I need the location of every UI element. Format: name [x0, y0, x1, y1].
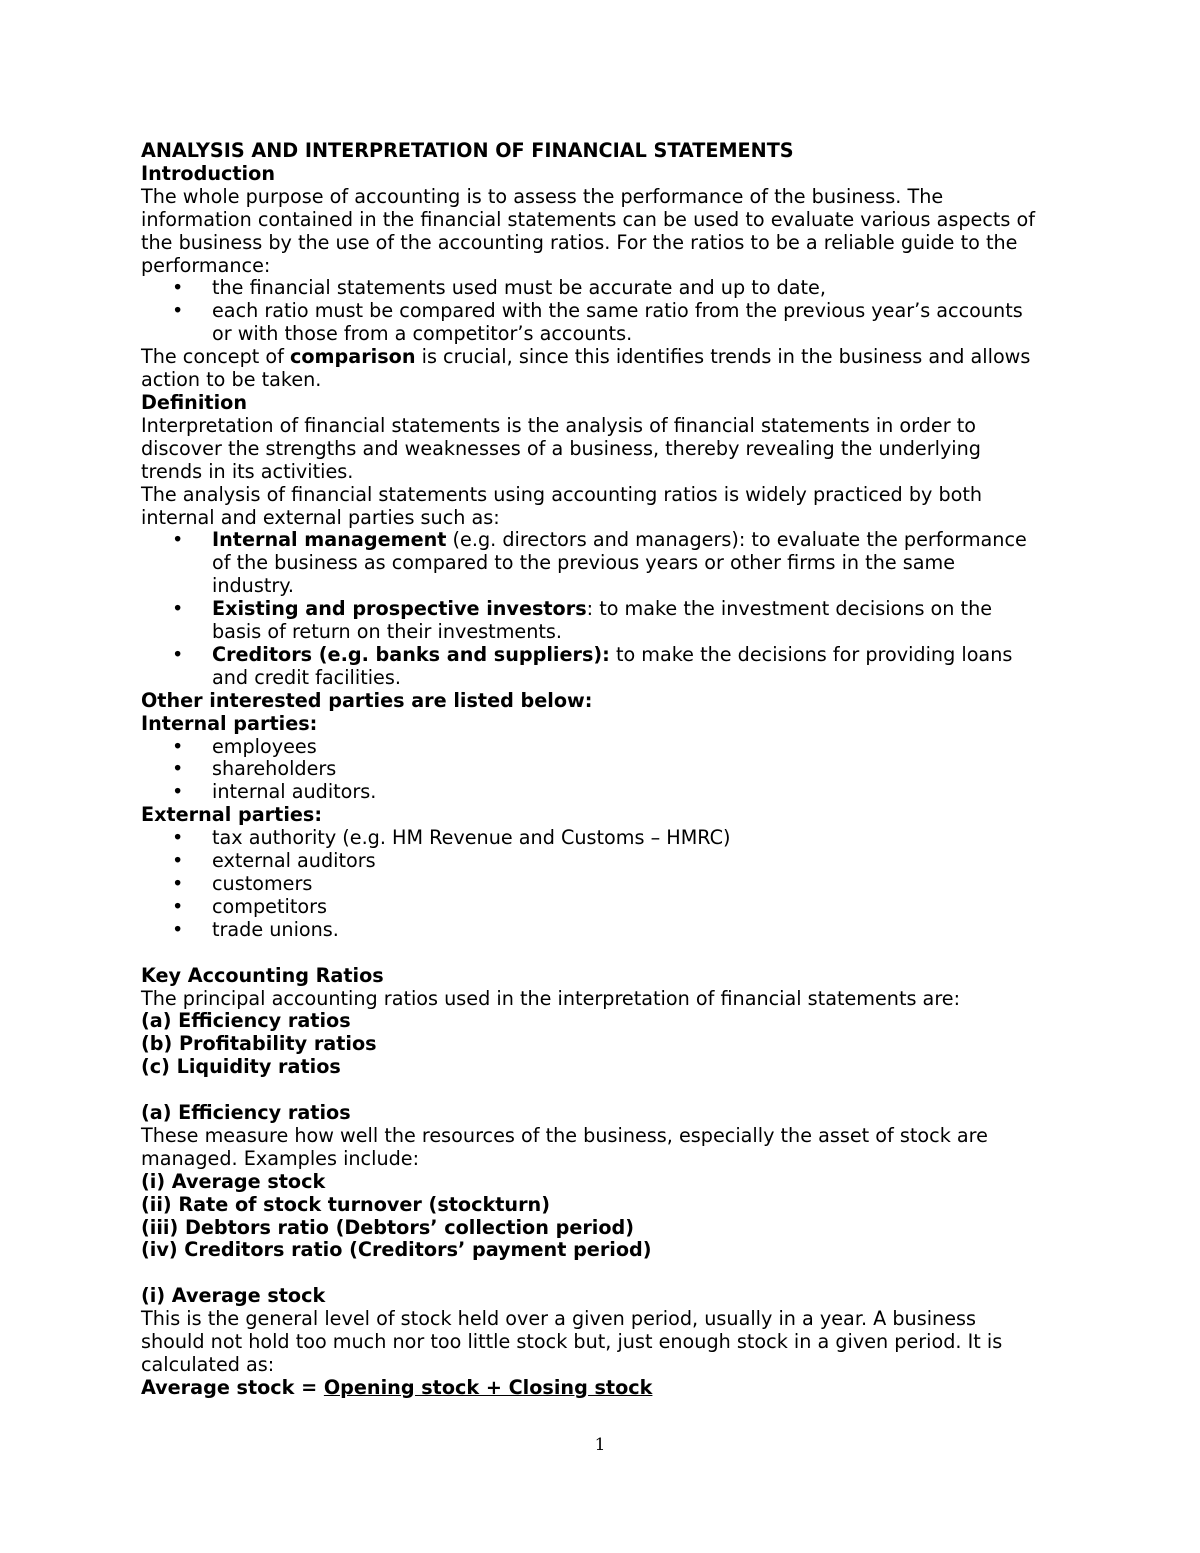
- list-item: [141, 736, 1066, 759]
- list-item: [141, 919, 1066, 942]
- list-item: [141, 758, 1066, 781]
- party-name: Internal management: [212, 528, 447, 552]
- party-name: Existing and prospective investors: [212, 597, 587, 621]
- key-ratio-item: (c) Liquidity ratios: [141, 1055, 341, 1079]
- concept-post: is crucial, since this identifies trends in the business and allows: [415, 345, 1031, 369]
- list-item-text: employees: [212, 734, 317, 758]
- concept-pre: The concept of: [141, 345, 290, 369]
- definition-heading: Definition: [141, 390, 247, 414]
- average-stock-line: This is the general level of stock held over a given period, usually in a year. A business: [141, 1307, 976, 1331]
- list-item-continuation: industry.: [212, 574, 294, 598]
- list-item-text: shareholders: [212, 757, 337, 781]
- bullet-icon: •: [172, 642, 184, 666]
- list-item-continuation: of the business as compared to the previous years or other firms in the same: [212, 551, 956, 575]
- bullet-icon: •: [172, 276, 184, 300]
- list-item-text: external auditors: [212, 849, 376, 873]
- efficiency-item: (iii) Debtors ratio (Debtors’ collection period): [141, 1215, 635, 1239]
- intro-line: performance:: [141, 253, 271, 277]
- list-item-continuation: and credit facilities.: [212, 665, 401, 689]
- intro-line: information contained in the financial statements can be used to evaluate various aspects of: [141, 207, 1036, 231]
- efficiency-item: (iv) Creditors ratio (Creditors’ payment period): [141, 1238, 652, 1262]
- party-name: Creditors (e.g. banks and suppliers):: [212, 642, 610, 666]
- analysis-line: internal and external parties such as:: [141, 505, 500, 529]
- party-desc: (e.g. directors and managers): to evaluate the performance: [446, 528, 1027, 552]
- efficiency-item: (ii) Rate of stock turnover (stockturn): [141, 1192, 550, 1216]
- list-item-text: competitors: [212, 894, 327, 918]
- document-title: ANALYSIS AND INTERPRETATION OF FINANCIAL STATEMENTS: [141, 139, 794, 162]
- bullet-icon: •: [172, 528, 184, 552]
- intro-heading: Introduction: [141, 161, 275, 185]
- efficiency-line: managed. Examples include:: [141, 1146, 420, 1170]
- concept-paragraph: [141, 346, 1066, 369]
- list-item: [141, 781, 1066, 804]
- list-item: [141, 529, 1066, 552]
- list-item-text: tax authority (e.g. HM Revenue and Customs – HMRC): [212, 826, 731, 850]
- list-item: [141, 644, 1066, 667]
- list-item: [141, 598, 1066, 621]
- bullet-icon: •: [172, 826, 184, 850]
- formula-numerator: Opening stock + Closing stock: [323, 1375, 653, 1399]
- document-page: [141, 140, 1066, 1400]
- bullet-icon: •: [172, 872, 184, 895]
- external-parties-heading: External parties:: [141, 803, 322, 827]
- key-ratios-heading: Key Accounting Ratios: [141, 963, 384, 987]
- average-stock-formula: [141, 1377, 1066, 1400]
- blank-line: [141, 1262, 1066, 1285]
- party-desc: : to make the investment decisions on the: [586, 597, 993, 621]
- bullet-icon: •: [172, 299, 184, 323]
- list-item-text: trade unions.: [212, 917, 339, 941]
- list-item-text: each ratio must be compared with the same ratio from the previous year’s accounts: [212, 299, 1023, 323]
- bullet-icon: •: [172, 780, 184, 804]
- list-item-text: the financial statements used must be accurate and up to date,: [212, 276, 826, 300]
- list-item: [141, 873, 1066, 896]
- bullet-icon: •: [172, 849, 184, 873]
- blank-line: [141, 942, 1066, 965]
- list-item-text: internal auditors.: [212, 780, 377, 804]
- bullet-icon: •: [172, 917, 184, 941]
- internal-parties-heading: Internal parties:: [141, 711, 318, 735]
- definition-line: Interpretation of financial statements is the analysis of financial statements in order to: [141, 413, 976, 437]
- list-item-text: customers: [212, 872, 313, 895]
- intro-line: the business by the use of the accounting ratios. For the ratios to be a reliable guide to the: [141, 230, 1018, 254]
- list-item-continuation: basis of return on their investments.: [212, 620, 562, 644]
- average-stock-line: calculated as:: [141, 1352, 275, 1376]
- bullet-icon: •: [172, 597, 184, 621]
- list-item: [141, 896, 1066, 919]
- concept-line: action to be taken.: [141, 368, 322, 392]
- key-ratios-line: The principal accounting ratios used in the interpretation of financial statements are:: [141, 986, 961, 1010]
- list-item-text: [212, 598, 992, 621]
- efficiency-line: These measure how well the resources of the business, especially the asset of stock are: [141, 1123, 988, 1147]
- analysis-line: The analysis of financial statements using accounting ratios is widely practiced by both: [141, 482, 983, 506]
- list-item: [141, 300, 1066, 323]
- party-desc: to make the decisions for providing loans: [609, 642, 1013, 666]
- list-item-continuation: or with those from a competitor’s accounts.: [212, 322, 633, 346]
- key-ratio-item: (a) Efficiency ratios: [141, 1009, 351, 1033]
- average-stock-line: should not hold too much nor too little stock but, just enough stock in a given period. It is: [141, 1330, 1003, 1354]
- definition-line: trends in its activities.: [141, 459, 354, 483]
- page-number: 1: [594, 1435, 606, 1455]
- average-stock-heading: (i) Average stock: [141, 1284, 326, 1308]
- efficiency-heading: (a) Efficiency ratios: [141, 1101, 351, 1125]
- bullet-icon: •: [172, 734, 184, 758]
- list-item-text: [212, 644, 1012, 667]
- other-parties-heading: Other interested parties are listed below:: [141, 688, 593, 712]
- bullet-icon: •: [172, 757, 184, 781]
- blank-line: [141, 1079, 1066, 1102]
- key-ratio-item: (b) Profitability ratios: [141, 1032, 377, 1056]
- formula-left: Average stock =: [141, 1375, 324, 1399]
- list-item: [141, 277, 1066, 300]
- definition-line: discover the strengths and weaknesses of a business, thereby revealing the underlying: [141, 436, 981, 460]
- list-item: [141, 850, 1066, 873]
- efficiency-item: (i) Average stock: [141, 1169, 326, 1193]
- concept-keyword: comparison: [289, 345, 416, 369]
- list-item-text: [212, 529, 1027, 552]
- intro-line: The whole purpose of accounting is to assess the performance of the business. The: [141, 184, 944, 208]
- bullet-icon: •: [172, 894, 184, 918]
- list-item: [141, 827, 1066, 850]
